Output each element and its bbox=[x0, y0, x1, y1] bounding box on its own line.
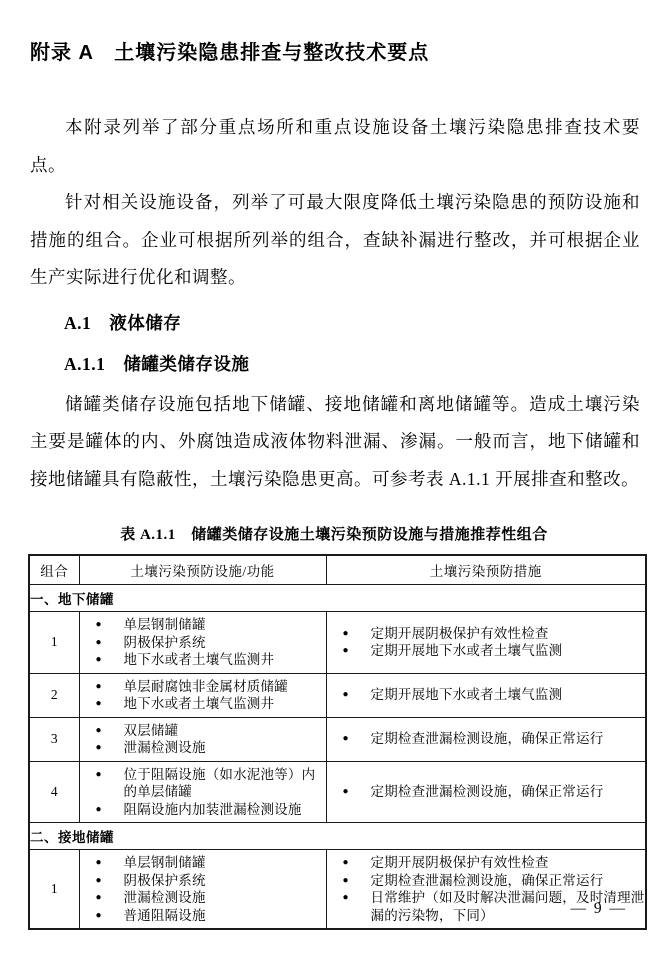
bullet-icon: ● bbox=[95, 654, 102, 665]
bullet-icon: ● bbox=[342, 689, 349, 701]
facility-item: ● 阴极保护系统 bbox=[95, 872, 206, 888]
table-row bbox=[29, 761, 646, 823]
measure-item: ● 定期开展阴极保护有效性检查 bbox=[342, 855, 549, 870]
measure-item: ● 定期检查泄漏检测设施，确保正常运行 bbox=[342, 784, 604, 799]
measure-list bbox=[327, 730, 646, 748]
facility-list bbox=[80, 722, 326, 757]
bullet-icon: ● bbox=[95, 857, 102, 868]
facility-item: ● 位于阻隔设施（如水泥池等）内的单层储罐 bbox=[95, 766, 316, 799]
measure-list bbox=[327, 625, 646, 660]
facility-item: ● 单层耐腐蚀非金属材质储罐 bbox=[95, 678, 288, 694]
facility-item: ● 单层钢制储罐 bbox=[95, 855, 206, 870]
table-body bbox=[29, 555, 646, 929]
bullet-icon: ● bbox=[95, 803, 102, 815]
column-header-facilities: 土壤污染预防设施/功能 bbox=[79, 555, 326, 585]
column-header-combo: 组合 bbox=[29, 555, 79, 585]
combo-number-cell: 1 bbox=[29, 612, 79, 674]
table-row bbox=[29, 850, 646, 930]
measures-cell bbox=[326, 673, 646, 717]
measures-cell bbox=[326, 612, 646, 674]
bullet-icon: ● bbox=[95, 636, 102, 648]
table-section-row bbox=[29, 585, 646, 612]
section-paragraph-a11: 储罐类储存设施包括地下储罐、接地储罐和离地储罐等。造成土壤污染主要是罐体的内、外腐蚀造成液体物料泄漏、渗漏。一般而言，地下储罐和接地储罐具有隐蔽性，土壤污染隐患更高。可参考表 A.1.1 开展排查和整改。 bbox=[30, 393, 640, 489]
bullet-icon: ● bbox=[95, 874, 102, 886]
bullet-icon: ● bbox=[342, 786, 349, 797]
facilities-cell bbox=[79, 612, 326, 674]
table-row bbox=[29, 673, 646, 717]
combo-number-cell: 1 bbox=[29, 850, 79, 930]
bullet-icon: ● bbox=[95, 680, 102, 692]
facility-list bbox=[80, 766, 326, 819]
measure-list bbox=[327, 783, 646, 801]
combo-number-cell: 4 bbox=[29, 761, 79, 823]
bullet-icon: ● bbox=[95, 768, 102, 780]
facilities-cell bbox=[79, 761, 326, 823]
facilities-cell bbox=[79, 673, 326, 717]
bullet-icon: ● bbox=[95, 892, 102, 903]
page-number: — 9 — bbox=[570, 900, 627, 917]
facilities-cell bbox=[79, 850, 326, 930]
table-row bbox=[29, 612, 646, 674]
facility-item: ● 泄漏检测设施 bbox=[95, 890, 206, 905]
measure-list bbox=[327, 686, 646, 704]
bullet-icon: ● bbox=[342, 627, 349, 639]
bullet-icon: ● bbox=[95, 698, 102, 709]
heading-a1: A.1 液体储存 bbox=[64, 312, 182, 333]
measures-cell bbox=[326, 717, 646, 761]
measure-item: ● 定期开展阴极保护有效性检查 bbox=[342, 625, 549, 641]
page-title: 附录 A 土壤污染隐患排查与整改技术要点 bbox=[30, 42, 430, 64]
facilities-cell bbox=[79, 717, 326, 761]
facility-item: ● 地下水或者土壤气监测井 bbox=[95, 696, 275, 711]
recommend-combinations-table bbox=[28, 554, 647, 930]
bullet-icon: ● bbox=[342, 645, 349, 657]
facility-list bbox=[80, 616, 326, 669]
combo-number-cell: 2 bbox=[29, 673, 79, 717]
table-section-title: 二、接地储罐 bbox=[29, 823, 646, 850]
measure-item: ● 定期检查泄漏检测设施，确保正常运行 bbox=[342, 872, 604, 888]
bullet-icon: ● bbox=[342, 733, 349, 745]
column-header-measures: 土壤污染预防措施 bbox=[326, 555, 646, 585]
combo-number-cell: 3 bbox=[29, 717, 79, 761]
facility-list bbox=[80, 678, 326, 713]
measures-cell bbox=[326, 761, 646, 823]
bullet-icon: ● bbox=[95, 742, 102, 753]
table-row bbox=[29, 717, 646, 761]
measure-item: ● 定期开展地下水或者土壤气监测 bbox=[342, 643, 563, 659]
table-section-title: 一、地下储罐 bbox=[29, 585, 646, 612]
table-section-row bbox=[29, 823, 646, 850]
intro-paragraph-1: 本附录列举了部分重点场所和重点设施设备土壤污染隐患排查技术要点。 bbox=[30, 117, 640, 175]
facility-item: ● 阻隔设施内加装泄漏检测设施 bbox=[95, 801, 302, 817]
bullet-icon: ● bbox=[342, 892, 349, 903]
intro-paragraph-2: 针对相关设施设备，列举了可最大限度降低土壤污染隐患的预防设施和措施的组合。企业可根据所列举的组合，查缺补漏进行整改，并可根据企业生产实际进行优化和调整。 bbox=[30, 192, 640, 287]
bullet-icon: ● bbox=[95, 619, 102, 630]
table-caption: 表 A.1.1 储罐类储存设施土壤污染预防设施与措施推荐性组合 bbox=[120, 527, 548, 543]
facility-item: ● 地下水或者土壤气监测井 bbox=[95, 652, 275, 667]
bullet-icon: ● bbox=[95, 724, 102, 736]
table-header-row bbox=[29, 555, 646, 585]
bullet-icon: ● bbox=[342, 857, 349, 868]
facility-item: ● 普通阻隔设施 bbox=[95, 907, 206, 923]
facility-item: ● 阴极保护系统 bbox=[95, 634, 206, 650]
facility-list bbox=[80, 854, 326, 924]
bullet-icon: ● bbox=[342, 874, 349, 886]
facility-item: ● 单层钢制储罐 bbox=[95, 617, 206, 632]
measure-item: ● 日常维护（如及时解决泄漏问题，及时清理泄漏的污染物，下同） bbox=[342, 890, 645, 923]
facility-item: ● 泄漏检测设施 bbox=[95, 740, 206, 755]
measure-item: ● 定期检查泄漏检测设施，确保正常运行 bbox=[342, 731, 604, 747]
bullet-icon: ● bbox=[95, 909, 102, 921]
measure-item: ● 定期开展地下水或者土壤气监测 bbox=[342, 687, 563, 703]
heading-a11: A.1.1 储罐类储存设施 bbox=[64, 353, 250, 374]
facility-item: ● 双层储罐 bbox=[95, 722, 179, 738]
